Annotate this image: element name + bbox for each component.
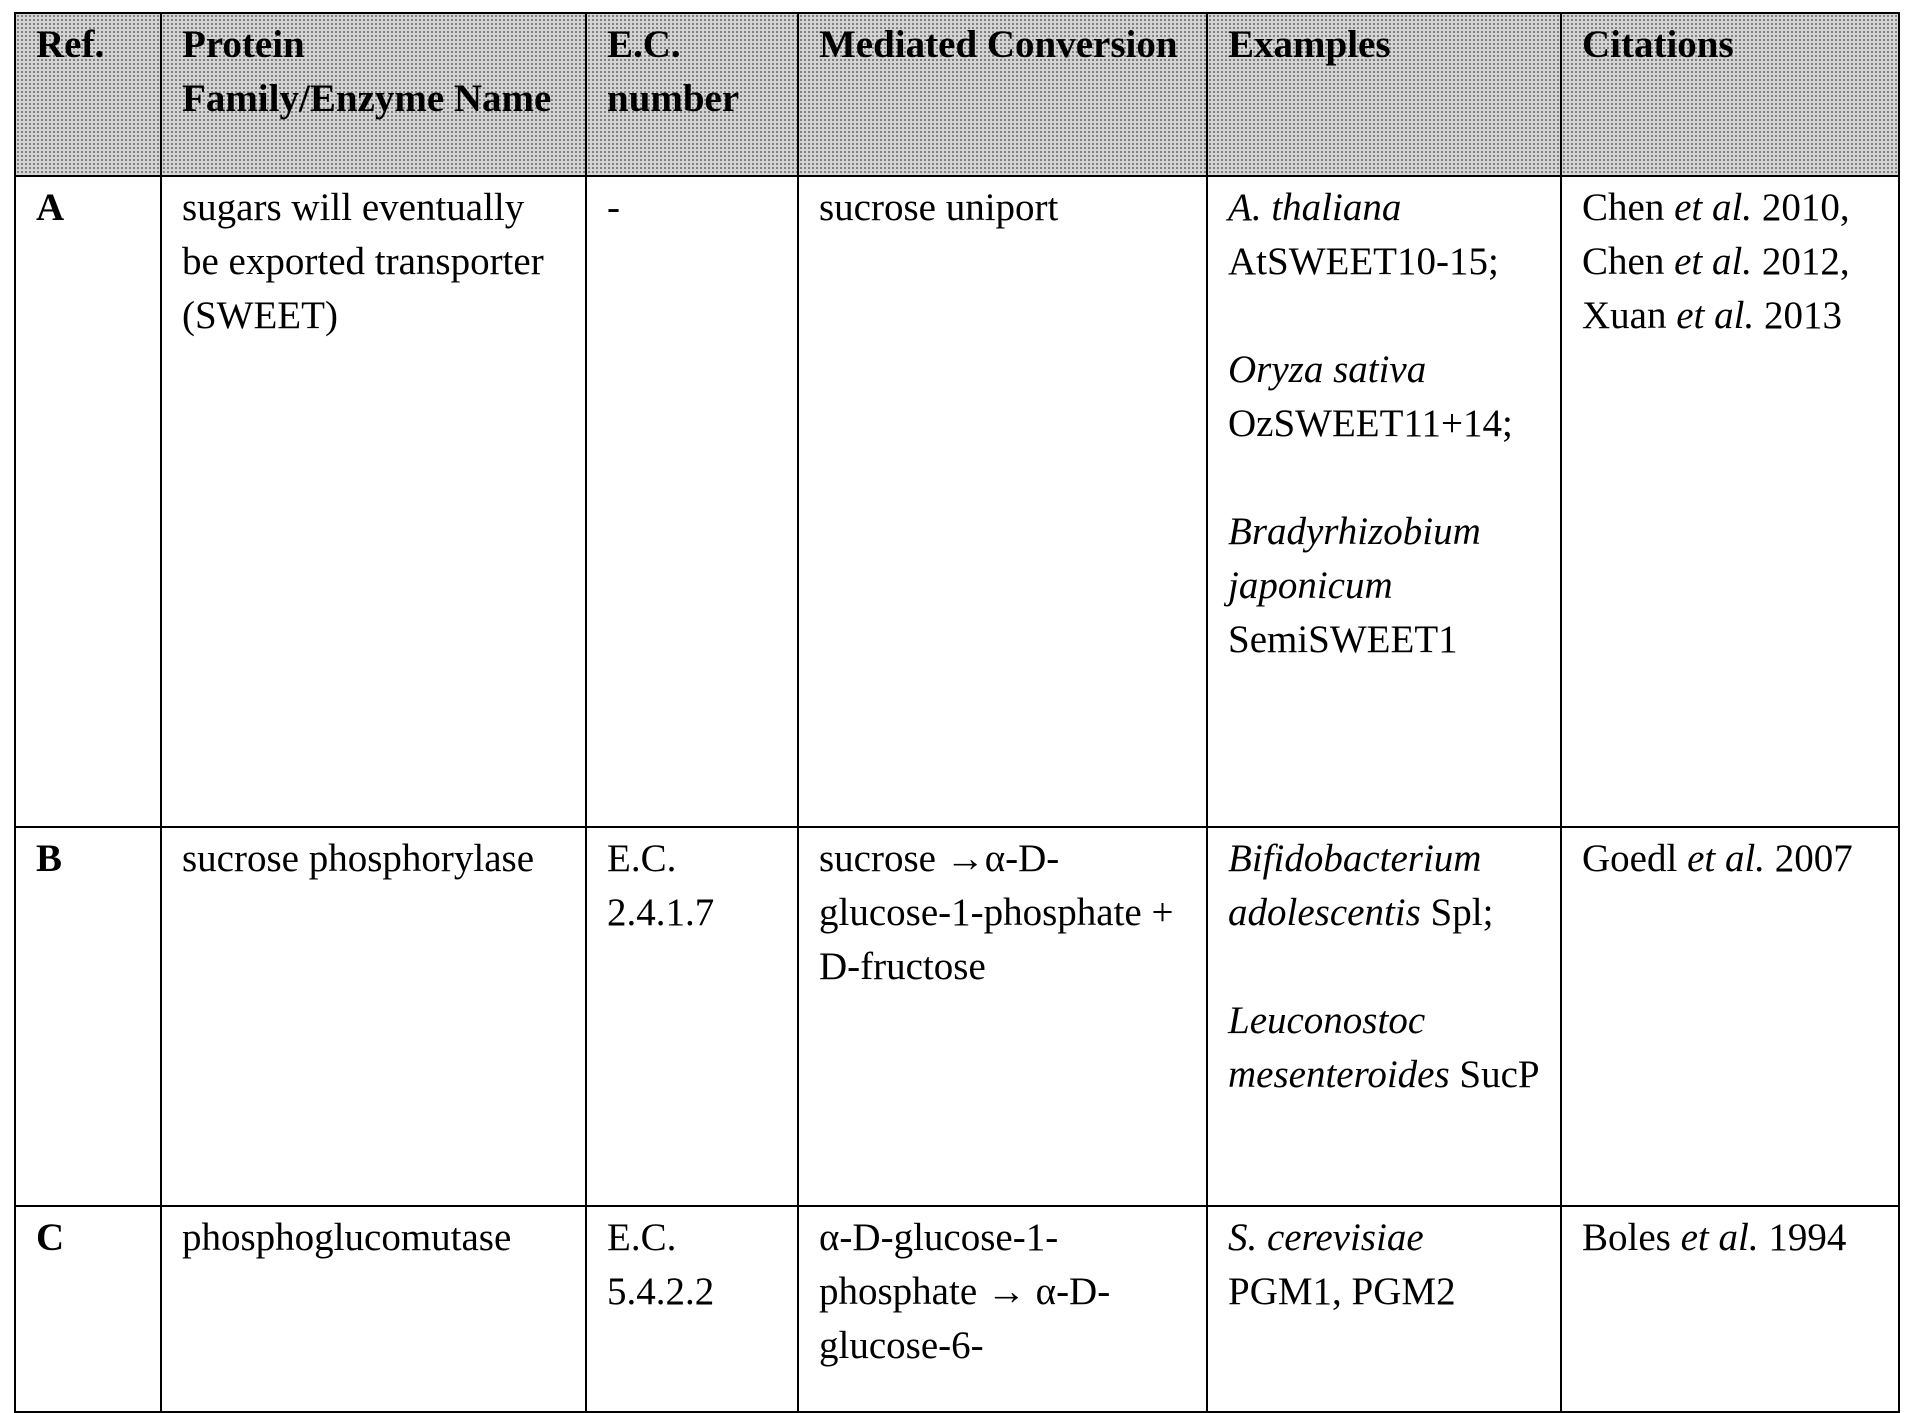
examples-cell: [1207, 1206, 1561, 1412]
ref-cell: C: [15, 1206, 161, 1412]
conversion-cell: α-D-glucose-1-phosphate → α-D-glucose-6-: [798, 1206, 1207, 1412]
citation-text: et al.: [1674, 186, 1752, 229]
protein-cell: sugars will eventually be exported transporter (SWEET): [161, 176, 586, 827]
header-row: [15, 13, 1899, 176]
citation-text: Boles: [1582, 1216, 1681, 1259]
organism-name: Bradyrhizobium japonicum: [1228, 510, 1481, 607]
gene-name: AtSWEET10-15;: [1228, 240, 1499, 283]
example-entry: [1228, 994, 1540, 1102]
citation-text: et al.: [1687, 837, 1765, 880]
protein-cell: sucrose phosphorylase: [161, 827, 586, 1206]
citation-text: 2013: [1754, 294, 1842, 337]
citation-text: Chen: [1582, 186, 1674, 229]
organism-name: Bifidobacterium adolescentis: [1228, 837, 1481, 934]
enzyme-table: [14, 12, 1900, 1413]
example-entry: [1228, 181, 1540, 289]
ref-cell: A: [15, 176, 161, 827]
header-conversion: Mediated Conversion: [798, 13, 1207, 176]
protein-cell: phosphoglucomutase: [161, 1206, 586, 1412]
citation-text: et al.: [1681, 1216, 1759, 1259]
gene-name: SucP: [1450, 1053, 1540, 1096]
table-row: [15, 1206, 1899, 1412]
example-entry: [1228, 1211, 1540, 1319]
ref-cell: B: [15, 827, 161, 1206]
citation-text: 1994: [1759, 1216, 1847, 1259]
gene-name: PGM1, PGM2: [1228, 1270, 1456, 1313]
conversion-cell: sucrose uniport: [798, 176, 1207, 827]
gene-name: Spl;: [1421, 891, 1494, 934]
header-citations: Citations: [1561, 13, 1899, 176]
gene-name: SemiSWEET1: [1228, 618, 1458, 661]
citation-text: et al.: [1674, 240, 1752, 283]
gene-name: OzSWEET11+14;: [1228, 402, 1513, 445]
citation-text: et al.: [1676, 294, 1754, 337]
organism-name: Leuconostoc mesenteroides: [1228, 999, 1450, 1096]
ec-number-cell: E.C. 2.4.1.7: [586, 827, 798, 1206]
table-row: [15, 176, 1899, 827]
examples-cell: [1207, 176, 1561, 827]
citation-text: 2012, Xuan: [1582, 240, 1850, 337]
conversion-cell: sucrose →α-D-glucose-1-phosphate + D-fructose: [798, 827, 1207, 1206]
citation-text: 2010, Chen: [1582, 186, 1850, 283]
citation-text: 2007: [1765, 837, 1853, 880]
header-examples: Examples: [1207, 13, 1561, 176]
examples-cell: [1207, 827, 1561, 1206]
ec-number-cell: E.C. 5.4.2.2: [586, 1206, 798, 1412]
header-ref: Ref.: [15, 13, 161, 176]
ec-number-cell: -: [586, 176, 798, 827]
organism-name: A. thaliana: [1228, 186, 1401, 229]
header-protein: Protein Family/Enzyme Name: [161, 13, 586, 176]
organism-name: S. cerevisiae: [1228, 1216, 1424, 1259]
citations-cell: [1561, 1206, 1899, 1412]
example-entry: [1228, 343, 1540, 451]
example-entry: [1228, 505, 1540, 667]
organism-name: Oryza sativa: [1228, 348, 1426, 391]
citations-cell: [1561, 827, 1899, 1206]
table-row: [15, 827, 1899, 1206]
header-ec: E.C. number: [586, 13, 798, 176]
citations-cell: [1561, 176, 1899, 827]
citation-text: Goedl: [1582, 837, 1687, 880]
example-entry: [1228, 832, 1540, 940]
